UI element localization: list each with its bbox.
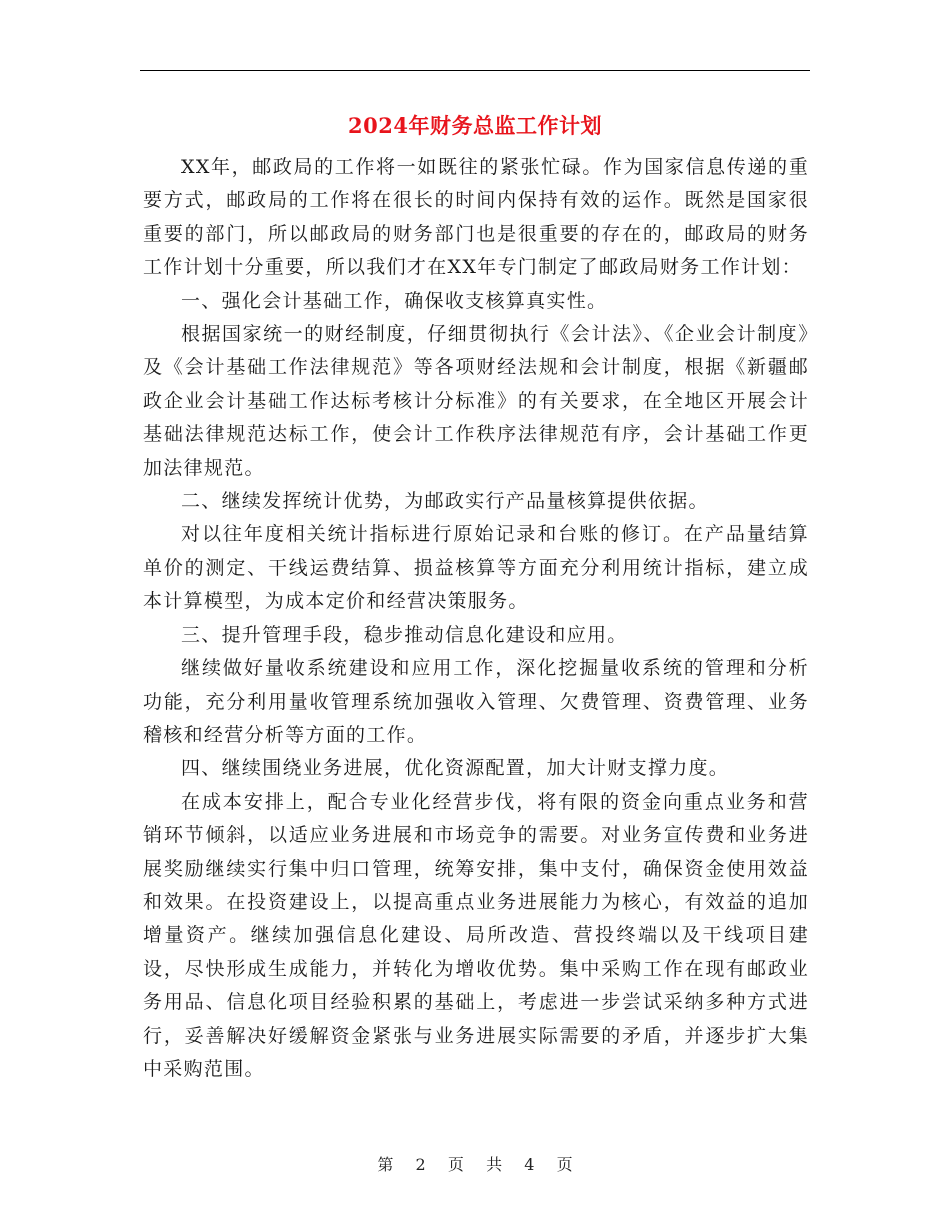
- section-heading-3: 三、提升管理手段，稳步推动信息化建设和应用。: [181, 623, 628, 646]
- header-rule: [140, 70, 810, 71]
- paragraph-section-3: 继续做好量收系统建设和应用工作，深化挖掘量收系统的管理和分析功能，充分利用量收管理系统加强收入管理、欠费管理、资费管理、业务稽核和经营分析等方面的工作。: [143, 657, 809, 746]
- section-heading-4: 四、继续围绕业务进展，优化资源配置，加大计财支撑力度。: [181, 757, 730, 780]
- page-total-prefix: 共: [486, 1155, 503, 1174]
- paragraph-section-2: 对以往年度相关统计指标进行原始记录和台账的修订。在产品量结算单价的测定、干线运费结算、损益核算等方面充分利用统计指标，建立成本计算模型，为成本定价和经营决策服务。: [143, 523, 809, 613]
- section-heading-1: 一、强化会计基础工作，确保收支核算真实性。: [181, 289, 608, 312]
- section-heading-2: 二、继续发挥统计优势，为邮政实行产品量核算提供依据。: [181, 490, 709, 513]
- page-current: 2: [415, 1155, 426, 1174]
- paragraph-intro: XX年，邮政局的工作将一如既往的紧张忙碌。作为国家信息传递的重要方式，邮政局的工作将在很长的时间内保持有效的运作。既然是国家很重要的部门，所以邮政局的财务部门也是很重要的存在的，邮政局的财务工作计划十分重要，所以我们才在XX年专门制定了邮政局财务工作计划：: [143, 156, 809, 279]
- paragraph-section-1: 根据国家统一的财经制度，仔细贯彻执行《会计法》、《企业会计制度》及《会计基础工作法律规范》等各项财经法规和会计制度，根据《新疆邮政企业会计基础工作达标考核计分标准》的有关要求，在全地区开展会计基础法律规范达标工作，使会计工作秩序法律规范有序，会计基础工作更加法律规范。: [143, 323, 809, 479]
- page-label-suffix: 页: [556, 1155, 573, 1174]
- document-body: [143, 151, 809, 1086]
- document-title: 2024年财务总监工作计划: [348, 113, 602, 138]
- paragraph-section-4: 在成本安排上，配合专业化经营步伐，将有限的资金向重点业务和营销环节倾斜，以适应业务进展和市场竞争的需要。对业务宣传费和业务进展奖励继续实行集中归口管理，统筹安排，集中支付，确保资金使用效益和效果。在投资建设上，以提高重点业务进展能力为核心，有效益的追加增量资产。继续加强信息化建设、局所改造、营投终端以及干线项目建设，尽快形成生成能力，并转化为增收优势。集中采购工作在现有邮政业务用品、信息化项目经验积累的基础上，考虑进一步尝试采纳多种方式进行，妥善解决好缓解资金紧张与业务进展实际需要的矛盾，并逐步扩大集中采购范围。: [143, 790, 809, 1080]
- page-number-footer: [0, 1154, 950, 1176]
- page-label-mid: 页: [447, 1155, 464, 1174]
- page-label-prefix: 第: [377, 1155, 394, 1174]
- page-total: 4: [524, 1155, 535, 1174]
